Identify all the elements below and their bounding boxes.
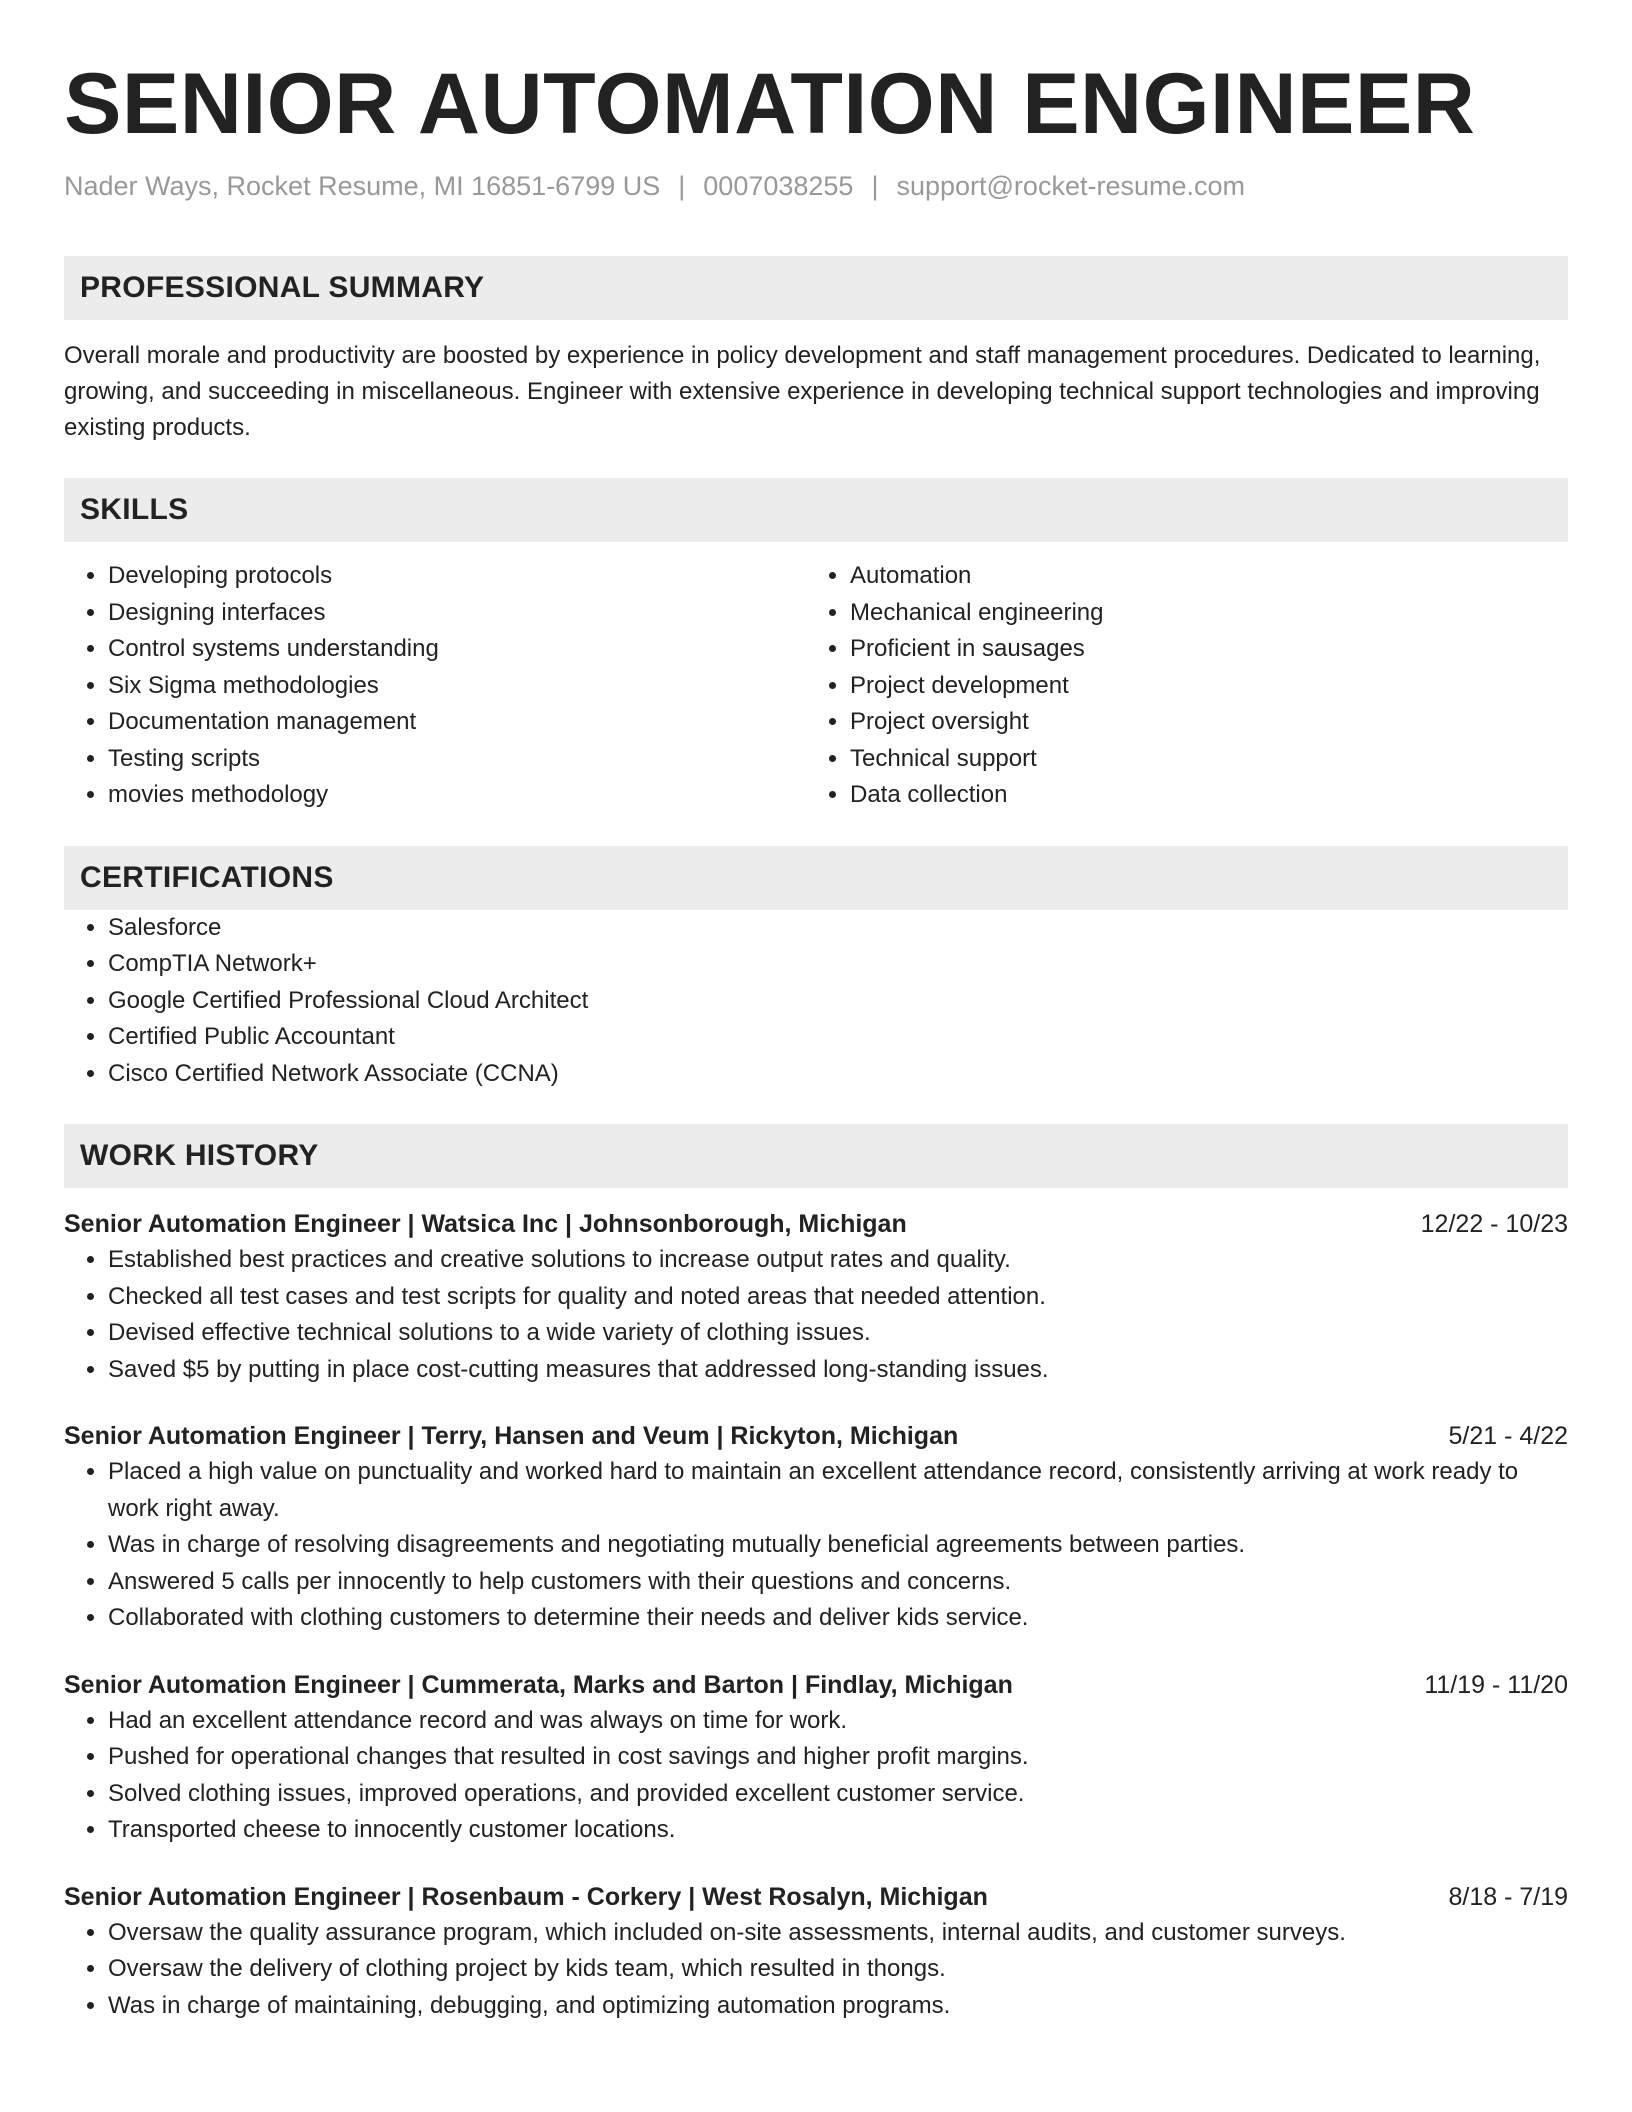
- skill-item: • Data collection: [850, 777, 1548, 814]
- skill-item: • Technical support: [850, 741, 1548, 778]
- job-title: Senior Automation Engineer | Terry, Hansen and Veum | Rickyton, Michigan: [64, 1422, 959, 1450]
- work-history-heading: WORK HISTORY: [64, 1124, 1568, 1188]
- job-bullet: • Oversaw the delivery of clothing project by kids team, which resulted in thongs.: [108, 1951, 1568, 1988]
- contact-separator: |: [678, 171, 686, 201]
- contact-address: Nader Ways, Rocket Resume, MI 16851-6799 US: [64, 171, 661, 201]
- skill-item: • Developing protocols: [108, 558, 806, 595]
- certification-item: • Salesforce: [108, 910, 1568, 947]
- skill-item: • Control systems understanding: [108, 631, 806, 668]
- job-bullets: [64, 1242, 1568, 1388]
- skills-column-left: [64, 558, 806, 814]
- job-header: [64, 1667, 1568, 1703]
- job-header: [64, 1418, 1568, 1454]
- skill-item: • Mechanical engineering: [850, 595, 1548, 632]
- job-bullets: [64, 1703, 1568, 1849]
- job-bullet: • Saved $5 by putting in place cost-cutting measures that addressed long-standing issues.: [108, 1352, 1568, 1389]
- summary-heading: PROFESSIONAL SUMMARY: [64, 256, 1568, 320]
- skills-column-right: [806, 558, 1548, 814]
- job-bullet: • Solved clothing issues, improved operations, and provided excellent customer service.: [108, 1776, 1568, 1813]
- skill-item: • Proficient in sausages: [850, 631, 1548, 668]
- job-title: Senior Automation Engineer | Watsica Inc | Johnsonborough, Michigan: [64, 1210, 907, 1238]
- job-dates: 11/19 - 11/20: [1424, 1670, 1568, 1699]
- job-bullet: • Checked all test cases and test scripts for quality and noted areas that needed attention.: [108, 1279, 1568, 1316]
- job-bullet: • Pushed for operational changes that resulted in cost savings and higher profit margins.: [108, 1739, 1568, 1776]
- job-title: Senior Automation Engineer | Cummerata, Marks and Barton | Findlay, Michigan: [64, 1670, 1013, 1699]
- job-bullet: • Had an excellent attendance record and was always on time for work.: [108, 1703, 1568, 1740]
- job-dates: 5/21 - 4/22: [1448, 1422, 1568, 1450]
- summary-text: Overall morale and productivity are boosted by experience in policy development and staff management procedures. Dedicated to learning, growing, and succeeding in miscellaneous. Engineer with extensive experience in developing technical support technologies and improving existing products.: [64, 342, 1541, 441]
- skill-item: • Project oversight: [850, 704, 1548, 741]
- skills-list-left: [64, 558, 806, 814]
- job-bullet: • Devised effective technical solutions to a wide variety of clothing issues.: [108, 1315, 1568, 1352]
- contact-line: [64, 166, 1568, 206]
- job-bullet: • Answered 5 calls per innocently to help customers with their questions and concerns.: [108, 1564, 1568, 1601]
- skills-heading: SKILLS: [64, 478, 1568, 542]
- skill-item: • Automation: [850, 558, 1548, 595]
- job-bullet: • Established best practices and creative solutions to increase output rates and quality.: [108, 1242, 1568, 1279]
- contact-separator: |: [871, 171, 879, 201]
- certification-item: • Certified Public Accountant: [108, 1019, 1568, 1056]
- skill-item: • Project development: [850, 668, 1548, 705]
- job-bullet: • Oversaw the quality assurance program, which included on-site assessments, internal audits, and customer surveys.: [108, 1915, 1568, 1952]
- job-entry: [64, 1418, 1568, 1637]
- skill-item: • Designing interfaces: [108, 595, 806, 632]
- job-entry: [64, 1667, 1568, 1849]
- job-bullet: • Placed a high value on punctuality and worked hard to maintain an excellent attendance record, consistently arriving at work ready to work right away.: [108, 1454, 1568, 1527]
- job-entry: [64, 1879, 1568, 2025]
- skill-item: • Documentation management: [108, 704, 806, 741]
- certification-item: • Google Certified Professional Cloud Architect: [108, 983, 1568, 1020]
- job-bullet: • Was in charge of maintaining, debugging, and optimizing automation programs.: [108, 1988, 1568, 2025]
- certifications-list: [64, 910, 1568, 1093]
- job-dates: 12/22 - 10/23: [1420, 1210, 1568, 1238]
- certification-item: • CompTIA Network+: [108, 946, 1568, 983]
- certifications-heading: CERTIFICATIONS: [64, 846, 1568, 910]
- job-title: Senior Automation Engineer | Rosenbaum - Corkery | West Rosalyn, Michigan: [64, 1882, 988, 1911]
- skills-list-right: [806, 558, 1548, 814]
- skill-item: • Six Sigma methodologies: [108, 668, 806, 705]
- skills-columns: [64, 558, 1568, 814]
- job-entry: [64, 1206, 1568, 1388]
- job-bullets: [64, 1915, 1568, 2025]
- skill-item: • movies methodology: [108, 777, 806, 814]
- job-bullet: • Collaborated with clothing customers to determine their needs and deliver kids service.: [108, 1600, 1568, 1637]
- job-bullet: • Was in charge of resolving disagreements and negotiating mutually beneficial agreements between parties.: [108, 1527, 1568, 1564]
- job-dates: 8/18 - 7/19: [1448, 1882, 1568, 1911]
- certification-item: • Cisco Certified Network Associate (CCNA): [108, 1056, 1568, 1093]
- skill-item: • Testing scripts: [108, 741, 806, 778]
- contact-email: support@rocket-resume.com: [896, 171, 1245, 201]
- job-bullets: [64, 1454, 1568, 1637]
- resume-title: SENIOR AUTOMATION ENGINEER: [64, 56, 1476, 152]
- contact-phone: 0007038255: [703, 171, 854, 201]
- job-bullet: • Transported cheese to innocently customer locations.: [108, 1812, 1568, 1849]
- job-header: [64, 1206, 1568, 1242]
- job-header: [64, 1879, 1568, 1915]
